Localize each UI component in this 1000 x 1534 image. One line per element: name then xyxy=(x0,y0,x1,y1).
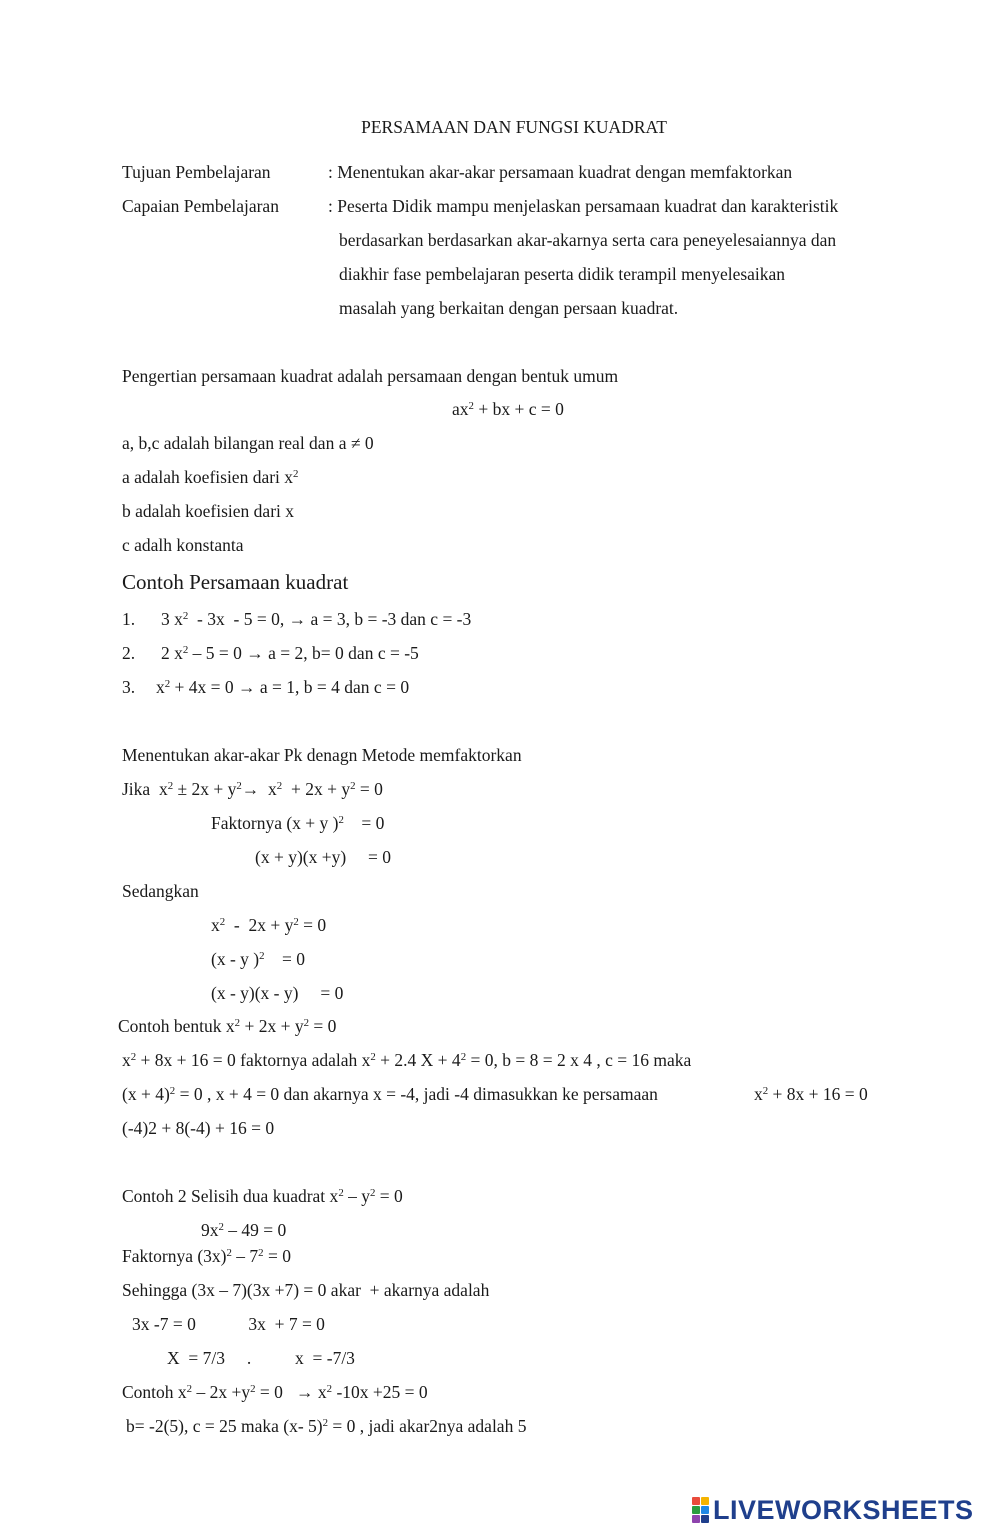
faktornya-line: Faktornya (x + y )$^2$ = 0 xyxy=(211,813,385,833)
difference-faktornya: Faktornya $(3x)^2 - 7^2 = 0$ xyxy=(122,1246,291,1266)
minus-equation: $x^2 - 2x + y^2 = 0$ xyxy=(211,915,327,935)
tujuan-label: Tujuan Pembelajaran xyxy=(122,162,271,182)
definition-intro: Pengertian persamaan kuadrat adalah persamaan dengan bentuk umum xyxy=(122,366,619,386)
product-line: (x + y)(x +y) = 0 xyxy=(255,847,392,867)
sehingga-line: Sehingga (3x – 7)(3x +7) = 0 akar + akarnya adalah xyxy=(122,1280,490,1300)
factoring-heading: Menentukan akar-akar Pk denagn Metode memfaktorkan xyxy=(122,745,522,765)
capaian-label: Capaian Pembelajaran xyxy=(122,196,279,216)
capaian-line: masalah yang berkaitan dengan persaan kuadrat. xyxy=(339,298,679,318)
difference-equation: $9x^2 - 49 = 0$ xyxy=(201,1220,287,1240)
logo-tile xyxy=(692,1506,700,1514)
logo-tile xyxy=(701,1497,709,1505)
example-number: 3. xyxy=(122,677,136,697)
minus-square: (x - y )$^2$ = 0 xyxy=(211,949,306,969)
worked-example-equation: $x^2 + 8x + 16 = 0$ xyxy=(754,1084,868,1104)
final-line: b= -2(5), c = 25 maka (x- 5)$^2$ = 0 , jadi akar2nya adalah 5 xyxy=(126,1416,527,1436)
capaian-line: diakhir fase pembelajaran peserta didik terampil menyelesaikan xyxy=(339,264,786,284)
examples-heading: Contoh Persamaan kuadrat xyxy=(122,570,349,594)
example-equation: $x^2 + 4x = 0 \to a = 1$, b = 4 dan c = 0 xyxy=(156,677,410,697)
logo-tile xyxy=(692,1515,700,1523)
sedangkan-label: Sedangkan xyxy=(122,881,199,901)
worked-example-line: $(x + 4)^2 = 0$ , x + 4 = 0 dan akarnya x = -4, jadi -4 dimasukkan ke persamaan xyxy=(122,1084,658,1104)
logo-tile xyxy=(701,1506,709,1514)
logo-tiles-icon xyxy=(692,1497,709,1523)
worked-example-line: (-4)2 + 8(-4) + 16 = 0 xyxy=(122,1118,275,1138)
roots-value-line: X = 7/3 . x = -7/3 xyxy=(167,1348,355,1368)
jika-line: Jika $x^2 \pm 2x + y^2\to x^2 + 2x + y^2 = 0$ xyxy=(122,779,383,799)
worked-example-line: $x^2 + 8x + 16 = 0$ faktornya adalah $x^2 + 2.4$ $X + 4^2 = 0$, b = 8 = 2 x 4 , c = 16 maka xyxy=(122,1050,692,1070)
const-c-line: c adalh konstanta xyxy=(122,535,244,555)
liveworksheets-logo xyxy=(692,1496,974,1524)
difference-heading: Contoh 2 Selisih dua kuadrat $x^2 - y^2 = 0$ xyxy=(122,1186,403,1206)
example-equation: 2 $x^2 - 5 = 0 \to a = 2$, b= 0 dan c = -5 xyxy=(161,643,419,663)
logo-tile xyxy=(701,1515,709,1523)
page-title: PERSAMAAN DAN FUNGSI KUADRAT xyxy=(361,117,667,137)
coef-b-line: b adalah koefisien dari x xyxy=(122,501,295,521)
logo-text: LIVEWORKSHEETS xyxy=(713,1494,974,1525)
capaian-line: : Peserta Didik mampu menjelaskan persamaan kuadrat dan karakteristik xyxy=(328,196,839,216)
contoh-bentuk-line: Contoh bentuk $x^2 + 2x + y^2 = 0$ xyxy=(118,1016,337,1036)
example-number: 2. xyxy=(122,643,136,663)
contoh-line: Contoh $x^2 - 2x +y^2 = 0 \to x^2$ -10x +25 = 0 xyxy=(122,1382,428,1402)
capaian-line: berdasarkan berdasarkan akar-akarnya serta cara peneyelesaiannya dan xyxy=(339,230,837,250)
product-line: (x - y)(x - y) = 0 xyxy=(211,983,344,1003)
real-condition: a, b,c adalah bilangan real dan a ≠ 0 xyxy=(122,433,374,453)
tujuan-value: : Menentukan akar-akar persamaan kuadrat dengan memfaktorkan xyxy=(328,162,793,182)
logo-tile xyxy=(692,1497,700,1505)
coef-a-line: a adalah koefisien dari $x^2$ xyxy=(122,467,299,487)
example-number: 1. xyxy=(122,609,136,629)
general-formula: $ax^2$ + bx + c = 0 xyxy=(452,399,564,419)
example-equation: 3 $x^2 - 3x - 5 = 0$, → a = 3, b = -3 dan c = -3 xyxy=(161,609,472,629)
roots-equation-line: 3x -7 = 0 3x + 7 = 0 xyxy=(132,1314,325,1334)
